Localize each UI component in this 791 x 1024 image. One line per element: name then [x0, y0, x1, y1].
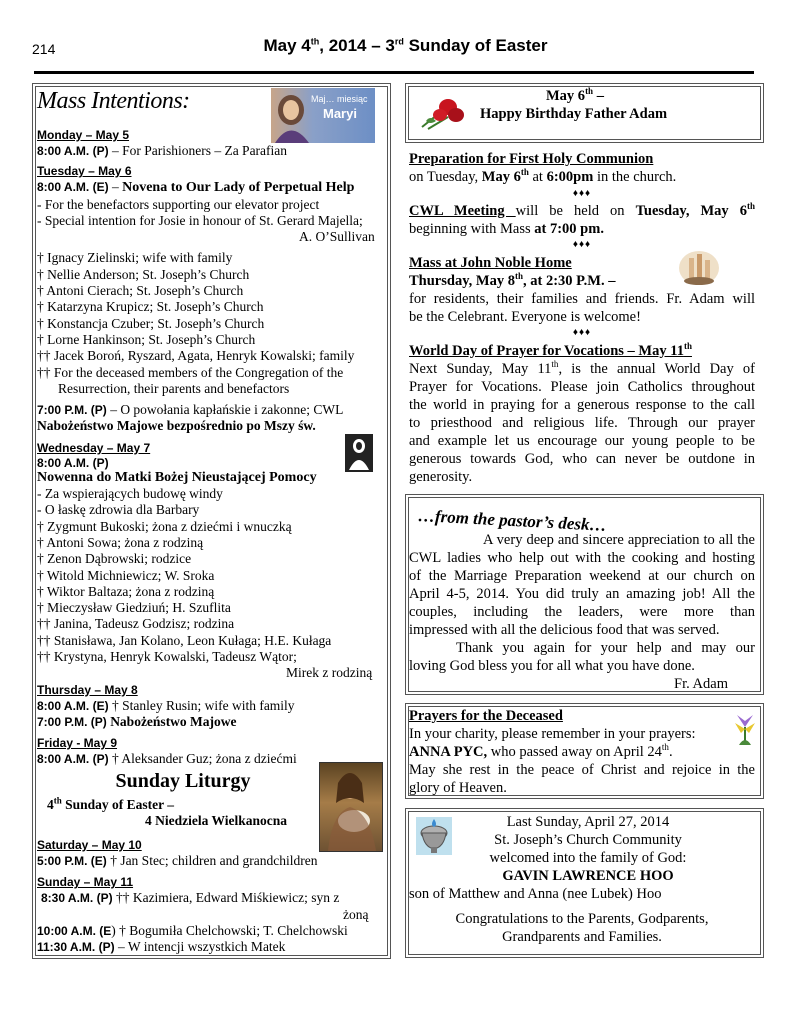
- mass-intentions-box: [32, 83, 391, 959]
- birthday-sup: th: [585, 86, 594, 97]
- vocations-line: and example let us encourage our young people to be: [409, 433, 755, 449]
- intention-line: - O łaskę zdrowia dla Barbary: [37, 502, 200, 518]
- baptism-congrats: Grandparents and Families.: [502, 929, 662, 945]
- banner-text-1: Maj… miesiąc: [311, 94, 368, 104]
- intention-line: † Wiktor Baltaza; żona z rodziną: [37, 583, 215, 599]
- cwl-date: Tuesday, May 6: [635, 203, 747, 219]
- intention-line: - Za wspierających budowę windy: [37, 486, 223, 502]
- intention-line: † Nellie Anderson; St. Joseph’s Church: [37, 266, 250, 282]
- pastor-line: A very deep and sincere appreciation to all the: [483, 532, 755, 548]
- page-number: 214: [32, 41, 56, 57]
- deceased-title: Prayers for the Deceased: [409, 708, 563, 724]
- candles-image: [677, 248, 721, 286]
- intention-line: - For the benefactors supporting our elevator project: [37, 196, 320, 212]
- sunday-liturgy-sub2: 4 Niedziela Wielkanocna: [145, 813, 288, 828]
- mass-time: 7:00 P.M. (P): [37, 714, 107, 729]
- pastor-line: impressed with all the delicious food that was served.: [409, 622, 720, 638]
- separator: ♦♦♦: [572, 239, 592, 250]
- mass-time: 8:00 A.M. (P): [37, 752, 109, 767]
- baptism-parents: son of Matthew and Anna (nee Lubek) Hoo: [409, 886, 662, 902]
- devotion-line: Nabożeństwo Majowe bezpośrednio po Mszy św.: [37, 418, 316, 434]
- communion-title: Preparation for First Holy Communion: [409, 151, 654, 167]
- birthday-date: May 6: [546, 88, 586, 104]
- baptism-congrats: Congratulations to the Parents, Godparents,: [455, 911, 709, 927]
- cwl-text: will be held on: [515, 203, 636, 219]
- noble-line1: for residents, their families and friends. Fr. Adam will: [409, 291, 755, 307]
- noble-sup: th: [514, 271, 523, 282]
- noble-title: Mass at John Noble Home: [409, 255, 572, 271]
- deceased-line3: May she rest in the peace of Christ and rejoice in the: [409, 762, 755, 778]
- day-heading-friday: Friday - May 9: [37, 736, 118, 751]
- cwl-title: CWL Meeting: [409, 203, 516, 219]
- mass-time: 8:00 A.M. (E): [37, 698, 109, 713]
- vocations-line: [409, 360, 755, 378]
- communion-sup: th: [520, 167, 529, 178]
- mass-text: – W intencji wszystkich Matek: [114, 939, 286, 955]
- mass-entry: [37, 714, 383, 730]
- intention-line: Resurrection, their parents and benefactors: [58, 380, 290, 396]
- intention-line: † Antoni Sowa; żona z rodziną: [37, 534, 204, 550]
- mass-time: 7:00 P.M. (P): [37, 403, 107, 418]
- day-heading-saturday: Saturday – May 10: [37, 838, 142, 852]
- mass-entry: [37, 923, 383, 939]
- mass-text: – For Parishioners – Za Parafian: [108, 143, 288, 158]
- communion-text: [409, 168, 676, 186]
- intention-line: †† Krystyna, Henryk Kowalski, Tadeusz Wątor;: [37, 649, 297, 665]
- mass-entry: [37, 939, 383, 955]
- intention-line: † Lorne Hankinson; St. Joseph’s Church: [37, 331, 256, 347]
- intention-line: † Witold Michniewicz; W. Sroka: [37, 567, 215, 583]
- deceased-sup: th: [661, 742, 669, 753]
- vocations-text-a: Next Sunday, May 11: [409, 361, 552, 377]
- cwl-time: at 7:00 pm.: [534, 221, 604, 237]
- pastor-line: couples, including the leaders, were more than: [409, 604, 755, 620]
- roses-image: [418, 93, 468, 133]
- banner-text-2: Maryi: [323, 106, 357, 121]
- intention-line: † Zygmunt Bukoski; żona z dziećmi i wnuczką: [37, 518, 292, 534]
- vocations-line: generous towards God, who can never be outdone in: [409, 451, 755, 467]
- candles-icon: [677, 248, 721, 286]
- mass-text: †† Kazimiera, Edward Miśkiewicz; syn z: [112, 890, 340, 906]
- cwl-sup: th: [746, 202, 755, 212]
- birthday-line1: [546, 87, 604, 105]
- communion-date: May 6: [481, 169, 521, 185]
- mass-entry: [37, 698, 383, 714]
- header-rule: [34, 71, 754, 74]
- intention-line: - Special intention for Josie in honour of St. Gerard Majella;: [37, 212, 363, 228]
- baptism-line: welcomed into the family of God:: [489, 850, 687, 866]
- mass-text: Nabożeństwo Majowe: [106, 713, 237, 729]
- mass-time: 8:00 A.M. (E): [37, 180, 109, 195]
- mass-entry: [37, 853, 383, 869]
- title-end: Sunday of Easter: [403, 36, 548, 55]
- sunday-liturgy-sub: [47, 797, 174, 813]
- day-heading-thursday: Thursday – May 8: [37, 682, 138, 697]
- intention-line: † Zenon Dąbrowski; rodzice: [37, 551, 192, 567]
- sunday-liturgy-title: Sunday Liturgy: [115, 770, 251, 792]
- sub-num: 4: [47, 797, 54, 812]
- communion-text-a: on Tuesday,: [409, 169, 482, 185]
- day-heading-monday: Monday – May 5: [37, 128, 130, 142]
- sub-rest: Sunday of Easter –: [61, 797, 175, 812]
- pastor-heading: …from the pastor’s desk…: [417, 506, 608, 535]
- title-date: May 4: [263, 36, 311, 55]
- deceased-text: who passed away on April 24: [487, 744, 662, 760]
- birthday-line2: Happy Birthday Father Adam: [480, 106, 668, 122]
- title-mid: , 2014 – 3: [319, 36, 395, 55]
- intention-line: †† Stanisława, Jan Kolano, Leon Kułaga; H.E. Kułaga: [37, 632, 332, 648]
- intention-line: † Konstancja Czuber; St. Joseph’s Church: [37, 315, 265, 331]
- separator: ♦♦♦: [572, 188, 592, 199]
- noble-when: [409, 272, 615, 290]
- birthday-dash: –: [593, 88, 604, 104]
- sub-sup: th: [53, 795, 62, 806]
- baptism-line: St. Joseph’s Church Community: [494, 832, 682, 848]
- pastor-line: loving God bless you for all what you have done.: [409, 658, 695, 674]
- pastor-line: of the Marriage Preparation weekend at our church on: [409, 568, 755, 584]
- mass-text: † Stanley Rusin; wife with family: [108, 697, 295, 713]
- noble-line2: be the Celebrant. Everyone is welcome!: [409, 309, 641, 325]
- mass-entry: [37, 143, 383, 159]
- mass-intentions-heading: Mass Intentions:: [37, 88, 190, 114]
- communion-text-c: at: [528, 169, 547, 185]
- communion-time: 6:00pm: [546, 169, 594, 185]
- noble-date: Thursday, May 8: [409, 273, 515, 289]
- vocations-title: [409, 342, 692, 360]
- day-heading-wednesday: Wednesday – May 7: [37, 440, 151, 455]
- mass-entry: [37, 179, 383, 196]
- page-title: [0, 36, 791, 56]
- title-sup: rd: [394, 36, 404, 47]
- mass-time: 8:00 A.M. (P): [37, 455, 109, 470]
- vocations-sup: th: [683, 341, 692, 352]
- day-heading-tuesday: Tuesday – May 6: [37, 164, 132, 179]
- deceased-name: ANNA PYC,: [409, 744, 488, 760]
- deceased-line4: glory of Heaven.: [409, 780, 507, 796]
- mass-time: 8:30 A.M. (P): [41, 891, 113, 906]
- intention-signature: A. O’Sullivan: [299, 229, 375, 245]
- pastor-line: April 4-5, 2014. You did truly an amazing job! All the: [409, 586, 755, 602]
- title-sup: th: [310, 36, 320, 47]
- mass-text: † Jan Stec; children and grandchildren: [106, 853, 318, 868]
- intention-line: † Ignacy Zielinski; wife with family: [37, 250, 233, 266]
- day-heading-sunday: Sunday – May 11: [37, 875, 134, 890]
- separator: ♦♦♦: [572, 327, 592, 338]
- intention-signature: Mirek z rodziną: [286, 665, 373, 681]
- intention-line: † Mieczysław Giedziuń; H. Szuflita: [37, 600, 231, 616]
- vocations-text-b: , is the annual World Day of: [558, 361, 755, 377]
- mass-schedule: [37, 127, 383, 768]
- lily-icon: [731, 709, 759, 747]
- vocations-line: Prayer for Vocations. Please join Catholics throughout: [409, 379, 755, 395]
- vocations-line: the world in praying for a generous response to the call: [409, 397, 755, 413]
- roses-icon: [418, 93, 468, 133]
- cwl-line2: [409, 220, 604, 238]
- intention-line: †† Jacek Boroń, Ryszard, Agata, Henryk Kowalski; family: [37, 348, 355, 364]
- baptism-name: GAVIN LAWRENCE HOO: [502, 868, 674, 884]
- mass-entry: [37, 890, 383, 906]
- mass-text: † Aleksander Guz; żona z dziećmi: [108, 751, 297, 767]
- weekend-schedule: [37, 838, 383, 955]
- vocations-text-sup: th: [551, 360, 559, 370]
- novena-title: Novena to Our Lady of Perpetual Help: [122, 180, 355, 196]
- deceased-end: .: [668, 744, 673, 760]
- intention-line: † Katarzyna Krupicz; St. Joseph’s Church: [37, 299, 264, 315]
- mass-time: 11:30 A.M. (P): [37, 940, 115, 955]
- mass-text: ) † Bogumiła Chelchowski; T. Chelchowski: [111, 922, 348, 938]
- mass-text-cont: żoną: [343, 906, 369, 922]
- pastor-line: CWL ladies who help out with the cooking and hosting: [409, 550, 755, 566]
- mass-time: 8:00 A.M. (P): [37, 144, 109, 158]
- mass-time: 10:00 A.M. (E: [37, 923, 112, 938]
- cwl-line1: [409, 202, 755, 220]
- birthday-box: [405, 83, 764, 143]
- deceased-line1: In your charity, please remember in your prayers:: [409, 726, 696, 742]
- vocations-line: to priesthood and religious life. Through our prayer: [409, 415, 755, 431]
- pastor-line: Thank you again for your help and may our: [456, 640, 755, 656]
- vocations-title-text: World Day of Prayer for Vocations – May 11: [409, 343, 684, 359]
- perpetual-help-icon: [341, 432, 377, 474]
- mass-text: – O powołania kapłańskie i zakonne; CWL: [106, 402, 344, 418]
- baptism-line: Last Sunday, April 27, 2014: [506, 814, 670, 830]
- communion-text-e: in the church.: [593, 169, 677, 185]
- mass-entry: [37, 402, 383, 418]
- noble-time: , at 2:30 P.M. –: [522, 273, 616, 289]
- mass-text: –: [108, 179, 123, 195]
- pastor-signature: Fr. Adam: [674, 676, 728, 692]
- cwl-text-c: beginning with Mass: [409, 221, 535, 237]
- mass-time: 5:00 P.M. (E): [37, 854, 107, 868]
- intention-line: † Antoni Cierach; St. Joseph’s Church: [37, 283, 244, 299]
- novena-title: Nowenna do Matki Bożej Nieustającej Pomocy: [37, 469, 317, 485]
- vocations-line: generosity.: [409, 469, 473, 485]
- intention-line: †† Janina, Tadeusz Godzisz; rodzina: [37, 616, 235, 632]
- intention-line: †† For the deceased members of the Congregation of the: [37, 364, 344, 380]
- deceased-line2: [409, 743, 673, 761]
